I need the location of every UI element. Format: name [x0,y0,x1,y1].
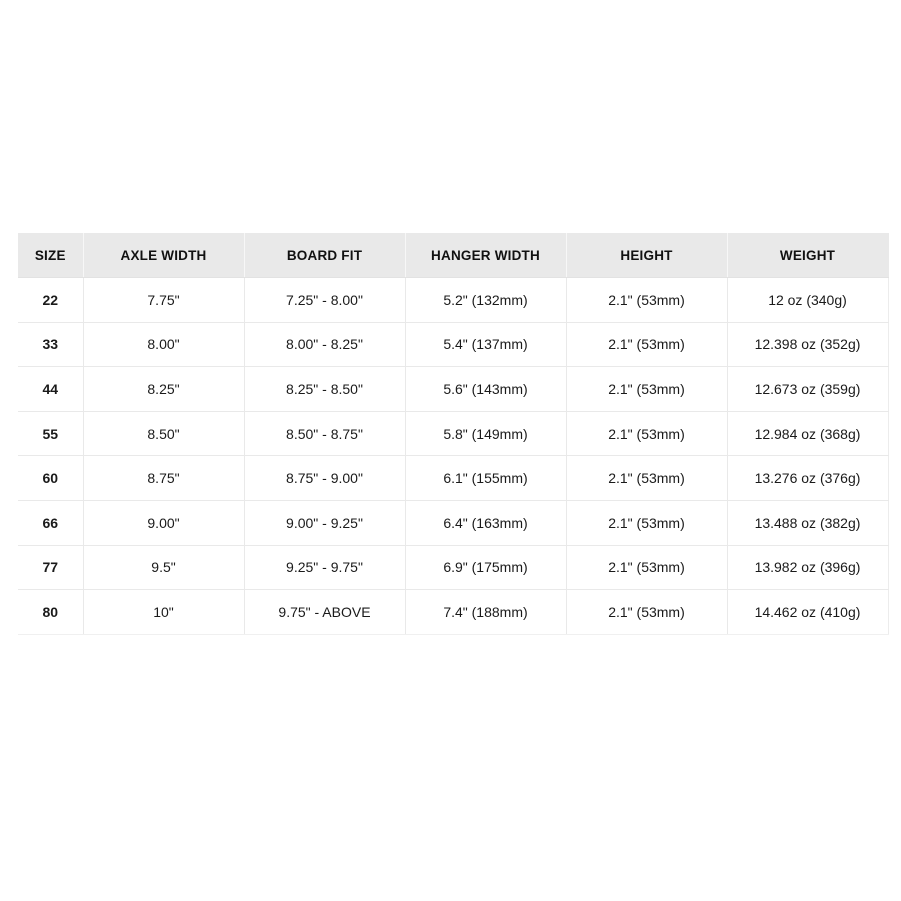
weight-cell: 12.984 oz (368g) [727,411,888,456]
column-header-height: HEIGHT [566,233,727,278]
hanger-width-cell: 7.4" (188mm) [405,590,566,635]
table-row [18,545,888,590]
height-cell: 2.1" (53mm) [566,590,727,635]
size-cell: 80 [18,590,83,635]
table-row [18,367,888,412]
hanger-width-cell: 5.8" (149mm) [405,411,566,456]
size-chart-table [18,233,889,635]
column-header-axle-width: AXLE WIDTH [83,233,244,278]
table-row [18,411,888,456]
axle-width-cell: 8.00" [83,322,244,367]
table-row [18,500,888,545]
height-cell: 2.1" (53mm) [566,367,727,412]
weight-cell: 14.462 oz (410g) [727,590,888,635]
weight-cell: 13.488 oz (382g) [727,500,888,545]
size-cell: 66 [18,500,83,545]
weight-cell: 12.398 oz (352g) [727,322,888,367]
axle-width-cell: 8.75" [83,456,244,501]
size-cell: 22 [18,278,83,323]
table-row [18,456,888,501]
board-fit-cell: 9.00" - 9.25" [244,500,405,545]
board-fit-cell: 8.25" - 8.50" [244,367,405,412]
weight-cell: 12 oz (340g) [727,278,888,323]
table-row [18,278,888,323]
size-cell: 55 [18,411,83,456]
board-fit-cell: 8.75" - 9.00" [244,456,405,501]
height-cell: 2.1" (53mm) [566,500,727,545]
hanger-width-cell: 6.1" (155mm) [405,456,566,501]
hanger-width-cell: 6.4" (163mm) [405,500,566,545]
height-cell: 2.1" (53mm) [566,278,727,323]
height-cell: 2.1" (53mm) [566,411,727,456]
column-header-hanger-width: HANGER WIDTH [405,233,566,278]
size-cell: 77 [18,545,83,590]
weight-cell: 13.982 oz (396g) [727,545,888,590]
board-fit-cell: 7.25" - 8.00" [244,278,405,323]
axle-width-cell: 8.25" [83,367,244,412]
height-cell: 2.1" (53mm) [566,545,727,590]
axle-width-cell: 9.00" [83,500,244,545]
hanger-width-cell: 6.9" (175mm) [405,545,566,590]
hanger-width-cell: 5.6" (143mm) [405,367,566,412]
size-cell: 60 [18,456,83,501]
height-cell: 2.1" (53mm) [566,322,727,367]
table-row [18,322,888,367]
axle-width-cell: 8.50" [83,411,244,456]
board-fit-cell: 8.00" - 8.25" [244,322,405,367]
column-header-size: SIZE [18,233,83,278]
size-cell: 33 [18,322,83,367]
column-header-board-fit: BOARD FIT [244,233,405,278]
axle-width-cell: 9.5" [83,545,244,590]
board-fit-cell: 9.25" - 9.75" [244,545,405,590]
hanger-width-cell: 5.2" (132mm) [405,278,566,323]
table-row [18,590,888,635]
column-header-weight: WEIGHT [727,233,888,278]
height-cell: 2.1" (53mm) [566,456,727,501]
weight-cell: 13.276 oz (376g) [727,456,888,501]
axle-width-cell: 10" [83,590,244,635]
hanger-width-cell: 5.4" (137mm) [405,322,566,367]
table-body [18,278,888,635]
table-header [18,233,888,278]
axle-width-cell: 7.75" [83,278,244,323]
board-fit-cell: 9.75" - ABOVE [244,590,405,635]
weight-cell: 12.673 oz (359g) [727,367,888,412]
board-fit-cell: 8.50" - 8.75" [244,411,405,456]
header-row [18,233,888,278]
size-cell: 44 [18,367,83,412]
